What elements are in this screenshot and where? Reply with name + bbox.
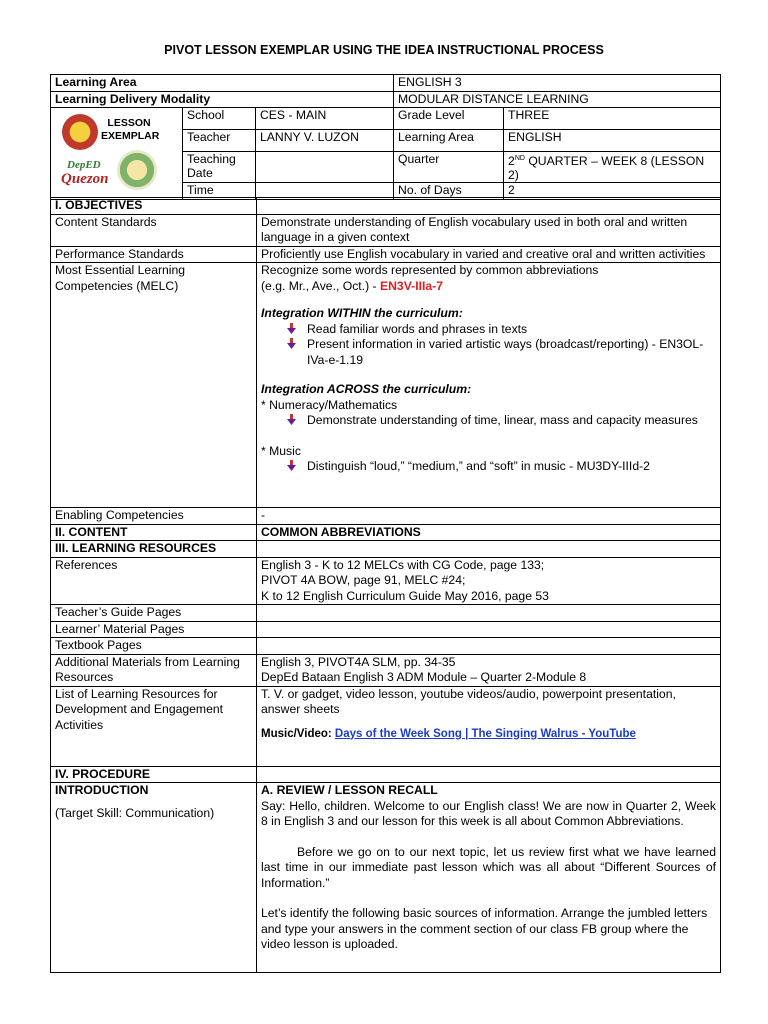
date-value — [256, 152, 394, 183]
lm-label: Learner’ Material Pages — [51, 621, 257, 638]
references-label: References — [51, 557, 257, 605]
numeracy-item: Demonstrate understanding of time, linear, mass and capacity measures — [261, 413, 716, 429]
review-para2: Before we go on to our next topic, let us review first what we have learned last time in our immediate past lesson which was all about “Different Sources of Information.” — [261, 844, 716, 890]
performance-standards-text: Proficiently use English vocabulary in varied and creative oral and written activities — [257, 246, 721, 263]
intro-cell — [51, 783, 257, 973]
modality-label: Learning Delivery Modality — [51, 91, 394, 108]
list-label: List of Learning Resources for Development and Engagement Activities — [51, 686, 257, 766]
quarter-value: 2ND QUARTER – WEEK 8 (LESSON 2) — [504, 152, 721, 183]
enabling-label: Enabling Competencies — [51, 508, 257, 525]
music-label: * Music — [261, 443, 301, 458]
logo-cell — [51, 108, 183, 200]
additional-label: Additional Materials from Learning Resources — [51, 654, 257, 686]
arrow-bullet-icon — [287, 323, 296, 335]
resources-heading: III. LEARNING RESOURCES — [51, 541, 257, 558]
school-label: School — [183, 108, 256, 130]
performance-standards-label: Performance Standards — [51, 246, 257, 263]
logo-text: LESSON EXEMPLAR — [101, 117, 160, 142]
across-heading: Integration ACROSS the curriculum: — [261, 382, 472, 396]
header-table — [50, 74, 721, 200]
music-item: Distinguish “loud,” “medium,” and “soft” in music - MU3DY-IIId-2 — [261, 459, 716, 475]
textbook-label: Textbook Pages — [51, 638, 257, 655]
grade-value: THREE — [504, 108, 721, 130]
melc-code: EN3V-IIIa-7 — [379, 278, 443, 293]
learning-area-label: Learning Area — [51, 75, 394, 92]
content-value: COMMON ABBREVIATIONS — [257, 524, 721, 541]
content-standards-label: Content Standards — [51, 214, 257, 246]
procedure-heading: IV. PROCEDURE — [51, 766, 257, 783]
time-label: Time — [183, 183, 256, 200]
music-video-link[interactable]: Days of the Week Song | The Singing Walrus - YouTube — [334, 727, 636, 740]
within-heading: Integration WITHIN the curriculum: — [261, 306, 463, 320]
music-video-label: Music/Video: — [261, 727, 335, 740]
melc-label: Most Essential Learning Competencies (MELC) — [51, 263, 257, 508]
school-seal-icon — [117, 150, 157, 190]
numeracy-label: * Numeracy/Mathematics — [261, 397, 398, 412]
lesson-exemplar-seal-icon — [62, 114, 98, 150]
learning-area-value: ENGLISH 3 — [394, 75, 721, 92]
school-value: CES - MAIN — [256, 108, 394, 130]
teacher-value: LANNY V. LUZON — [256, 130, 394, 152]
review-para3: Let’s identify the following basic sources of information. Arrange the jumbled letters and type your answers in the comment section of our class FB group where the video lesson is uploaded. — [261, 906, 708, 951]
objectives-heading: I. OBJECTIVES — [51, 198, 257, 215]
melc-cell — [257, 263, 721, 508]
melc-line1: Recognize some words represented by common abbreviations — [261, 263, 599, 277]
days-label: No. of Days — [394, 183, 504, 200]
area-label: Learning Area — [394, 130, 504, 152]
target-skill: (Target Skill: Communication) — [55, 805, 215, 820]
review-heading: A. REVIEW / LESSON RECALL — [261, 783, 438, 797]
list-cell: T. V. or gadget, video lesson, youtube videos/audio, powerpoint presentation, answer sheets Music/Video: Days of the Week Song | The Singing Walrus - YouTube — [257, 686, 721, 766]
enabling-value: - — [257, 508, 721, 525]
within-item: Present information in varied artistic ways (broadcast/reporting) - EN3OL-IVa-e-1.19 — [261, 337, 716, 368]
within-item: Read familiar words and phrases in texts — [261, 322, 716, 338]
intro-label: INTRODUCTION — [55, 783, 149, 797]
deped-quezon-logo-icon — [59, 156, 109, 186]
svg-text:DepED: DepED — [67, 159, 101, 171]
tg-label: Teacher’s Guide Pages — [51, 605, 257, 622]
modality-value: MODULAR DISTANCE LEARNING — [394, 91, 721, 108]
quarter-label: Quarter — [394, 152, 504, 183]
content-heading: II. CONTENT — [51, 524, 257, 541]
days-value: 2 — [504, 183, 721, 200]
arrow-bullet-icon — [287, 460, 296, 472]
grade-label: Grade Level — [394, 108, 504, 130]
date-label: Teaching Date — [183, 152, 256, 183]
arrow-bullet-icon — [287, 414, 296, 426]
area-value: ENGLISH — [504, 130, 721, 152]
review-cell — [257, 783, 721, 973]
arrow-bullet-icon — [287, 338, 296, 350]
references-cell: English 3 - K to 12 MELCs with CG Code, page 133; PIVOT 4A BOW, page 91, MELC #24; K to 12 English Curriculum Guide May 2016, page 53 — [257, 557, 721, 605]
additional-cell: English 3, PIVOT4A SLM, pp. 34-35 DepEd Bataan English 3 ADM Module – Quarter 2-Module 8 — [257, 654, 721, 686]
melc-line2: (e.g. Mr., Ave., Oct.) - EN3V-IIIa-7 — [261, 278, 443, 293]
content-standards-text: Demonstrate understanding of English vocabulary used in both oral and written language in a given context — [257, 214, 721, 246]
page-title: PIVOT LESSON EXEMPLAR USING THE IDEA INSTRUCTIONAL PROCESS — [164, 43, 604, 57]
main-table — [50, 197, 721, 973]
review-para1: Say: Hello, children. Welcome to our English class! We are now in Quarter 2, Week 8 in English 3 and our lesson for this week is all about Common Abbreviations. — [261, 798, 716, 828]
svg-text:Quezon: Quezon — [61, 171, 109, 186]
teacher-label: Teacher — [183, 130, 256, 152]
